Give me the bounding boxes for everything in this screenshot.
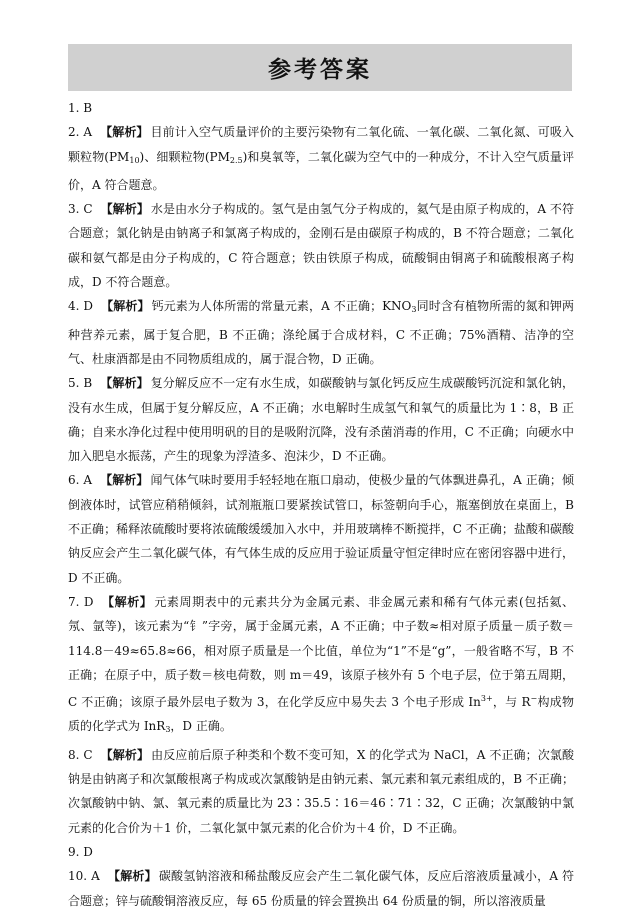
answer-number: 4. D: [68, 299, 93, 314]
answer-item: [68, 294, 574, 371]
answer-number: 6. A: [68, 473, 93, 488]
answer-item: [68, 371, 574, 468]
analysis-text: 元素周期表中的元素共分为金属元素、非金属元素和稀有气体元素(包括氦、氖、氩等)，该元素为“钅”字旁，属于金属元素，A 不正确；中子数≈相对原子质量－质子数＝114.8－49≈65.8≈66，相对原子质量是一个比值，单位为“1”不是“g”，一般省略不写，B 不正确；在原子中，质子数＝核电荷数，则 m＝49，该原子核外有 5 个电子层，位于第五周期，C 不正确；该原子最外层电子数为 3，在化学反应中易失去 3 个电子形成 $In^{3+}$，与 R−构成物质的化学式为 InR$_3$，D 正确。: [68, 594, 574, 735]
answer-number: 2. A: [68, 125, 93, 140]
answer-number: 9. D: [68, 844, 93, 859]
answer-item: [68, 840, 574, 864]
analysis-tag: 【解析】: [107, 869, 157, 884]
answer-item: [68, 96, 574, 120]
analysis-tag: 【解析】: [100, 473, 149, 488]
answer-number: 10. A: [68, 869, 100, 884]
answer-item: [68, 743, 574, 840]
analysis-text: 闻气体气味时要用手轻轻地在瓶口扇动，使极少量的气体飘进鼻孔，A 正确；倾倒液体时，试管应稍稍倾斜，试剂瓶瓶口要紧挨试管口，标签朝向手心，瓶塞倒放在桌面上，B 不正确；稀释浓硫酸时要将浓硫酸缓缓加入水中，并用玻璃棒不断搅拌，C 不正确；盐酸和碳酸钠反应会产生二氧化碳气体，有气体生成的反应用于验证质量守恒定律时应在密闭容器中进行，D 不正确。: [68, 473, 574, 585]
answer-item: [68, 197, 574, 294]
analysis-text: 目前计入空气质量评价的主要污染物有二氧化硫、一氧化碳、二氧化氮、可吸入颗粒物$(PM_{10})$、细颗粒物$(PM_{2.5})$和臭氧等，二氧化碳为空气中的一种成分，不计入空气质量评价，A 符合题意。: [68, 125, 575, 192]
answer-list: [68, 96, 574, 913]
answer-item: [68, 120, 574, 197]
answer-number: 5. B: [68, 376, 93, 391]
answer-item: [68, 590, 574, 743]
answer-item: [68, 468, 574, 589]
answer-item: [68, 864, 574, 913]
analysis-text: 水是由水分子构成的。氢气是由氢气分子构成的，氦气是由原子构成的，A 不符合题意；氯化钠是由钠离子和氯离子构成的，金刚石是由碳原子构成的，B 不符合题意；二氧化碳和氨气都是由分子构成的，C 符合题意；铁由铁原子构成，硫酸铜由铜离子和硫酸根离子构成，D 不符合题意。: [68, 202, 574, 290]
analysis-tag: 【解析】: [100, 202, 149, 217]
answer-number: 1. B: [68, 101, 93, 115]
answer-number: 3. C: [68, 202, 93, 217]
page-title: 参考答案: [268, 57, 372, 83]
analysis-tag: 【解析】: [101, 594, 153, 609]
analysis-tag: 【解析】: [101, 299, 150, 314]
analysis-text: 钙元素为人体所需的常量元素，A 不正确；$KNO_3$同时含有植物所需的氮和钾两种营养元素，属于复合肥，B 不正确；涤纶属于合成材料，C 不正确；75%酒精、洁净的空气、杜康酒都是由不同物质组成的，属于混合物，D 正确。: [68, 299, 574, 366]
analysis-tag: 【解析】: [100, 747, 150, 762]
analysis-text: 复分解反应不一定有水生成，如碳酸钠与氯化钙反应生成碳酸钙沉淀和氯化钠，没有水生成，但属于复分解反应，A 不正确；水电解时生成氢气和氧气的质量比为 1∶8，B 正确；自来水净化过程中使用明矾的目的是吸附沉降，没有杀菌消毒的作用，C 不正确；向硬水中加入肥皂水振荡，产生的现象为浮渣多、泡沫少，D 不正确。: [68, 376, 574, 464]
analysis-tag: 【解析】: [100, 125, 149, 140]
analysis-text: 由反应前后原子种类和个数不变可知，X 的化学式为 NaCl，A 不正确；次氯酸钠是由钠离子和次氯酸根离子构成或次氯酸钠是由钠元素、氯元素和氧元素组成的，B 不正确；次氯酸钠中钠、氯、氧元素的质量比为 23∶35.5∶16＝46∶71∶32，C 正确；次氯酸钠中氯元素的化合价为＋1 价，二氧化氯中氯元素的化合价为＋4 价，D 不正确。: [68, 747, 574, 835]
answer-number: 8. C: [68, 747, 93, 762]
title-banner: [68, 44, 572, 91]
analysis-tag: 【解析】: [100, 376, 149, 391]
answer-number: 7. D: [68, 594, 94, 609]
analysis-text: 碳酸氢钠溶液和稀盐酸反应会产生二氧化碳气体，反应后溶液质量减小，A 符合题意；锌与硫酸铜溶液反应，每 65 份质量的锌会置换出 64 份质量的铜，所以溶液质量: [68, 869, 574, 908]
